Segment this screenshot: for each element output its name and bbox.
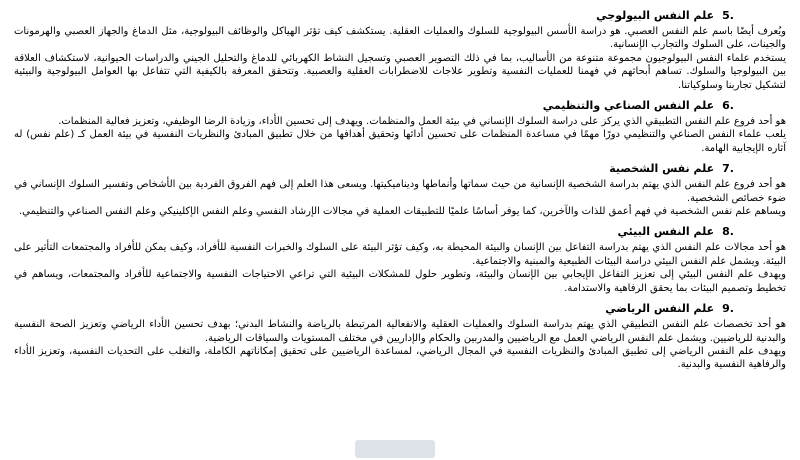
section-paragraph: هو أحد مجالات علم النفس الذي يهتم بدراسة التفاعل بين الإنسان والبيئة المحيطة به، وكيف تؤثر البيئة على السلوك والخبرات النفسية للأفراد، وكيف يمكن للأفراد والمجتمعات التأثير على البيئة. ويشمل علم النفس البيئي دراسة البيئات الطبيعية والمبنية والاجتماعية. [14, 242, 786, 267]
section-paragraph: ويهدف علم النفس الرياضي إلى تطبيق المبادئ والنظريات النفسية في المجال الرياضي، لمساعدة الرياضيين على تحقيق إمكاناتهم الكاملة، والتغلب على التحديات النفسية، وتعزيز الأداء والرفاهية النفسية والبدنية. [14, 345, 786, 371]
section-title: علم النفس البيولوجي [596, 9, 715, 22]
section-heading [14, 8, 734, 23]
section-title: علم النفس الرياضي [605, 302, 715, 316]
section-title: علم نفس الشخصية [609, 162, 715, 176]
section-paragraph: هو أحد تخصصات علم النفس التطبيقي الذي يهتم بدراسة السلوك والعمليات العقلية والانفعالية المرتبطة بالرياضة والنشاط البدني؛ بهدف تحسين الأداء الرياضي وتعزيز الصحة النفسية والبدنية للرياضيين. ويشمل علم النفس الرياضي العمل مع الرياضيين والمدربين والحكام والإداريين في مختلف المستويات والسياقات الرياضية. [14, 319, 786, 344]
section-number: 6. [722, 99, 734, 113]
section-number: 5. [722, 9, 734, 22]
section-sports-psychology [14, 301, 786, 372]
section-heading [14, 224, 734, 239]
section-paragraph: ويهدف علم النفس البيئي إلى تعزيز التفاعل الإيجابي بين الإنسان والبيئة، وتطوير حلول للمشكلات البيئية التي تراعي الاحتياجات النفسية والاجتماعية للأفراد والمجتمعات، ويساهم في تخطيط وتصميم البيئات بما يحقق الرفاهية والاستدامة. [14, 269, 786, 294]
section-paragraph: يلعب علماء النفس الصناعي والتنظيمي دورًا مهمًا في مساعدة المنظمات على تحسين أدائها وتحقيق أهدافها من خلال تطبيق المبادئ والنظريات النفسية في بيئة العمل كـ (علم نفس) له آثاره الإيجابية الهامة. [14, 129, 786, 154]
section-paragraph: ويساهم علم نفس الشخصية في فهم أعمق للذات والآخرين، كما يوفر أساسًا علميًا للتطبيقات العملية في مجالات الإرشاد النفسي وعلم النفس الإكلينيكي وعلم النفس الصناعي والتنظيمي. [18, 206, 786, 218]
section-paragraph: هو أحد فروع علم النفس الذي يهتم بدراسة الشخصية الإنسانية من حيث سماتها وأنماطها وديناميكيتها. ويسعى هذا العلم إلى فهم الفروق الفردية بين الأشخاص وتفسير السلوك الإنساني في ضوء خصائص الشخصية. [14, 179, 786, 204]
section-biological-psychology [14, 8, 786, 92]
section-title: علم النفس البيئي [617, 225, 715, 239]
section-heading [14, 161, 734, 176]
section-paragraph: ويُعرف أيضًا باسم علم النفس العصبي. هو دراسة الأسس البيولوجية للسلوك والعمليات العقلية. يستكشف كيف تؤثر الهياكل والوظائف البيولوجية، مثل الدماغ والجهاز العصبي والهرمونات والجينات، على السلوك والتجارب الإنسانية. [14, 26, 786, 51]
section-personality-psychology [14, 161, 786, 218]
section-heading [14, 301, 734, 316]
section-number: 8. [722, 225, 734, 239]
section-number: 9. [722, 302, 734, 316]
section-number: 7. [722, 162, 734, 176]
section-paragraph: هو أحد فروع علم النفس التطبيقي الذي يركز على دراسة السلوك الإنساني في بيئة العمل والمنظمات. ويهدف إلى تحسين الأداء، وزيادة الرضا الوظيفي، وتعزيز فعالية المنظمات. [58, 116, 786, 128]
section-title: علم النفس الصناعي والتنظيمي [542, 99, 715, 113]
section-heading [14, 98, 734, 113]
section-industrial-psychology [14, 98, 786, 155]
watermark-logo [355, 440, 435, 458]
section-environmental-psychology [14, 224, 786, 295]
section-paragraph: يستخدم علماء النفس البيولوجيون مجموعة متنوعة من الأساليب، بما في ذلك التصوير العصبي وتسجيل النشاط الكهربائي للدماغ والتحليل الجيني والدراسات الحيوانية، لاستكشاف العلاقة بين البيولوجيا والسلوك. تساهم أبحاثهم في فهمنا للعمليات النفسية وتطوير علاجات للاضطرابات العقلية والعصبية. وتتحقق المعرفة بالكيفية التي تتفاعل بها العوامل البيولوجية والبيئية لتشكيل تجاربنا وسلوكياتنا. [14, 52, 786, 91]
